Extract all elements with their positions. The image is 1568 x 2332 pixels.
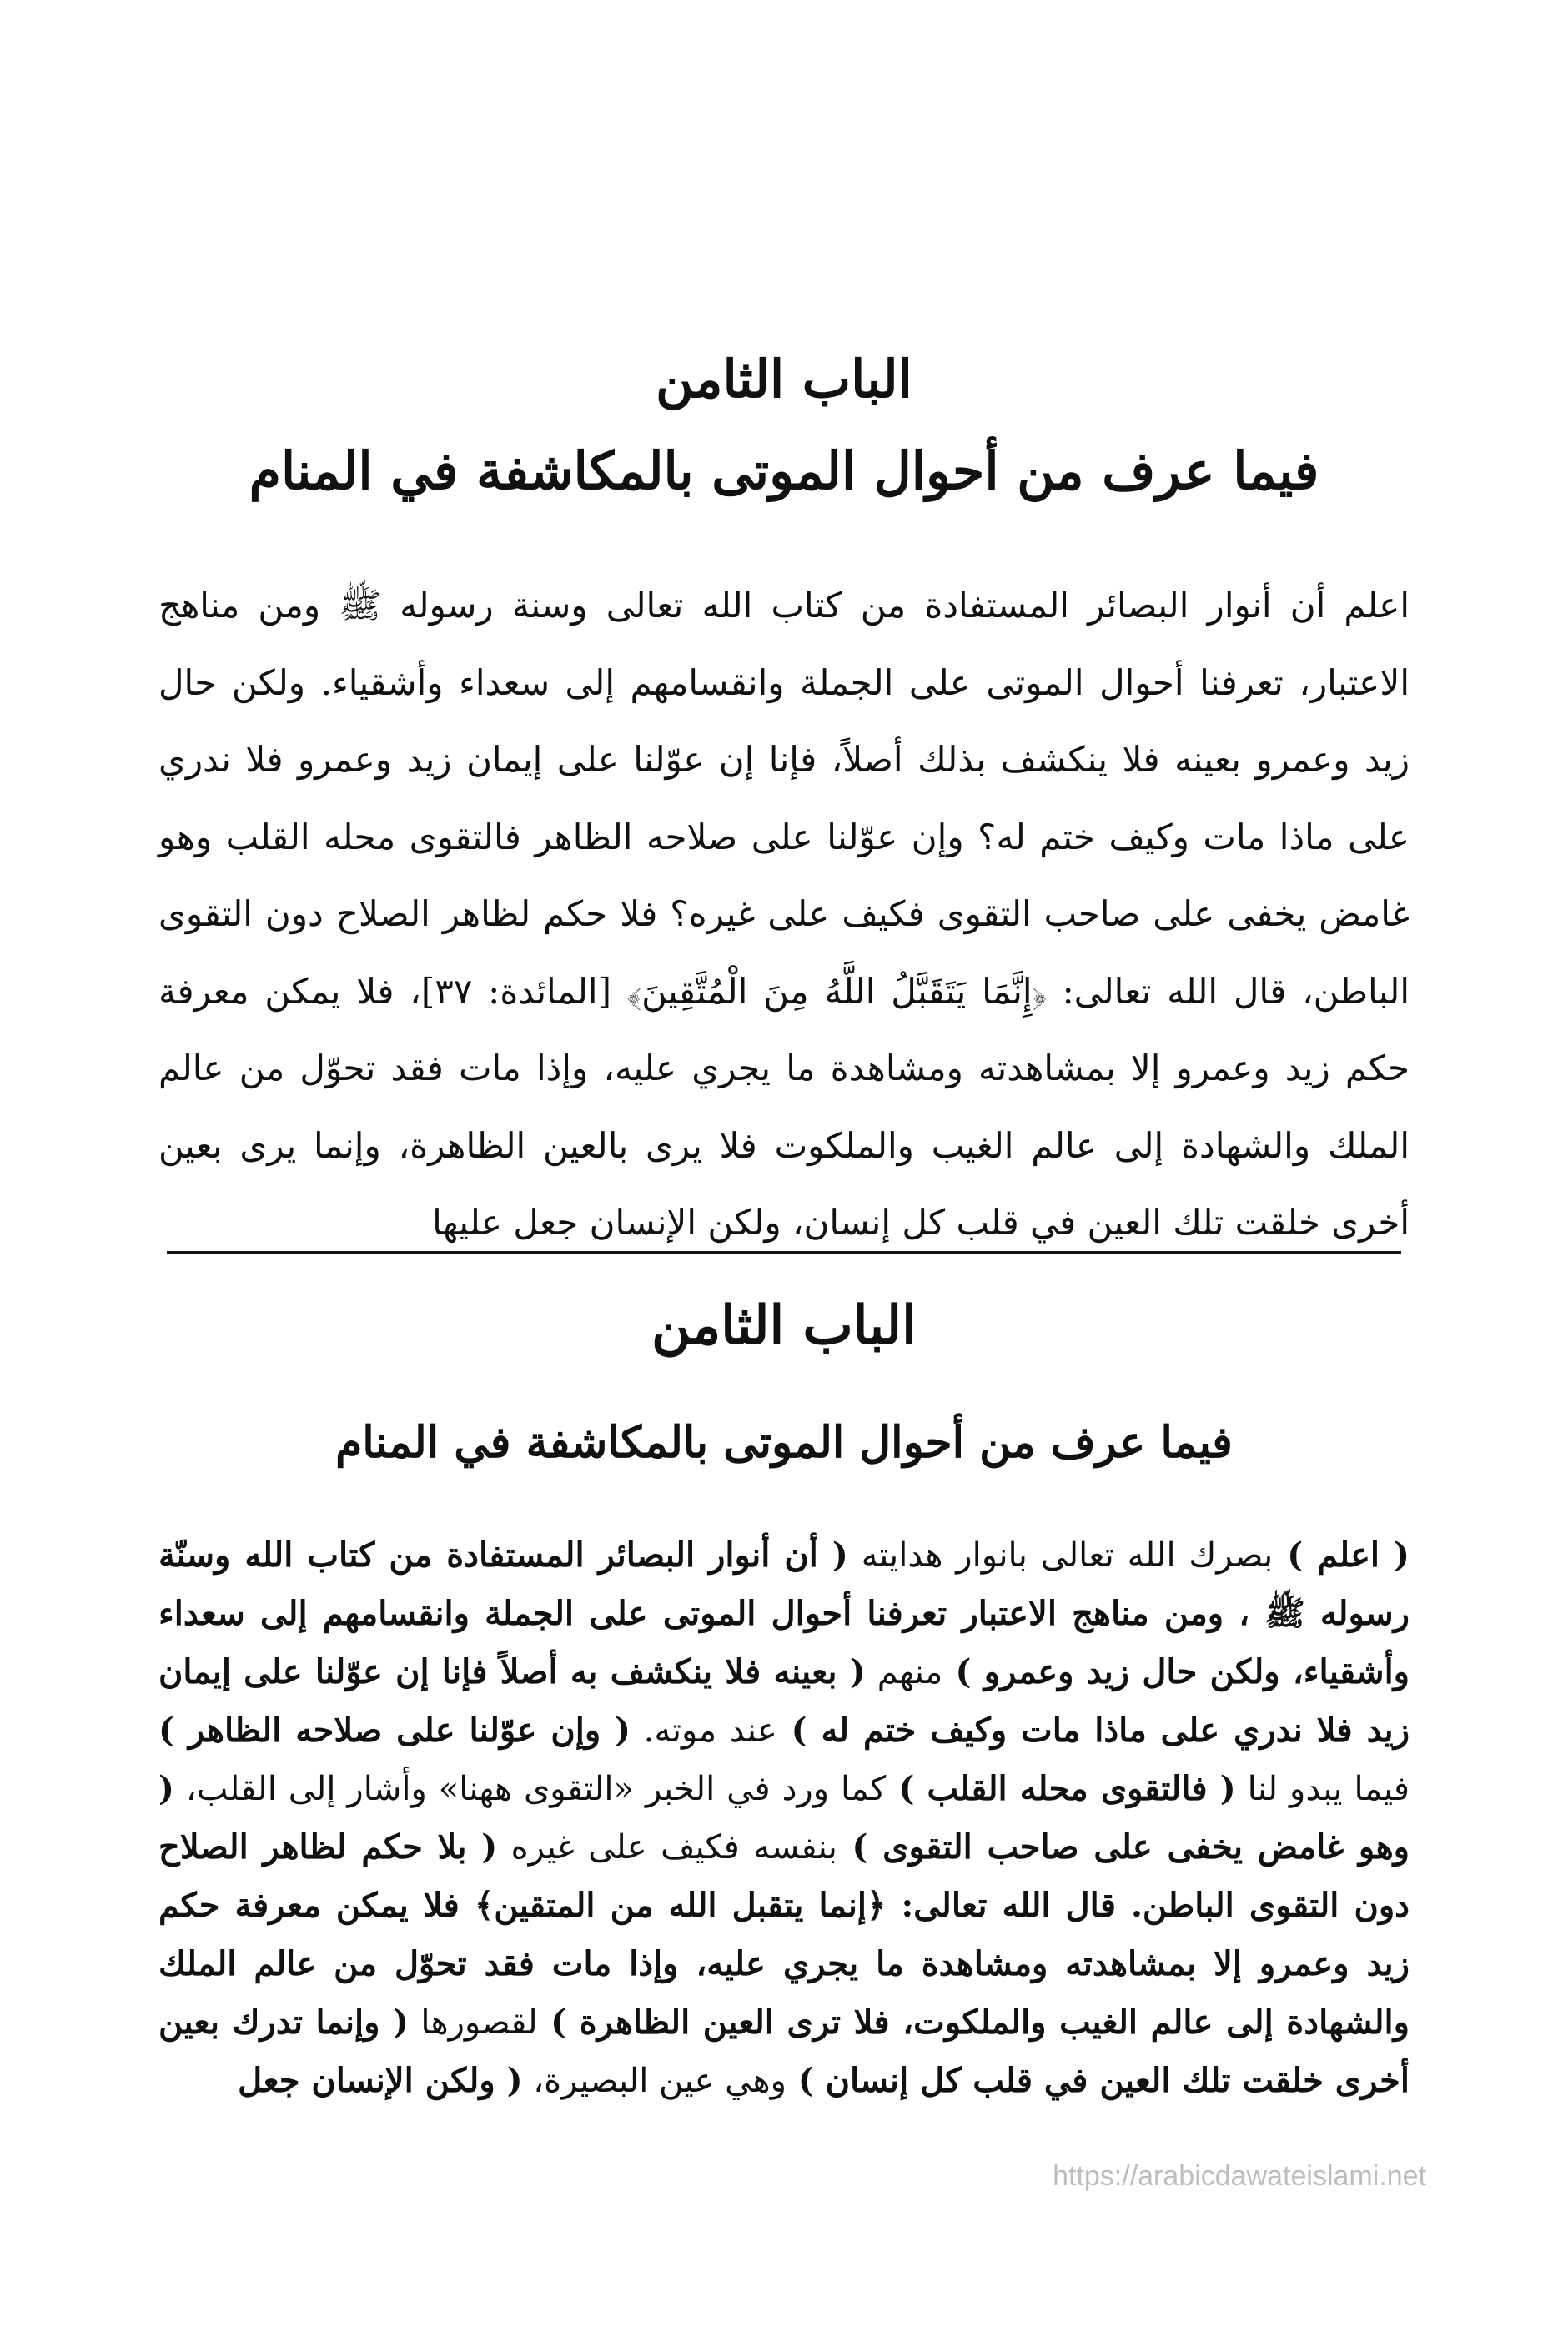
- quoted-matn-run: ( ولكن الإنسان جعل: [238, 2061, 523, 2100]
- chapter-title-top: الباب الثامن: [656, 349, 912, 410]
- chapter-subtitle-bottom: فيما عرف من أحوال الموتى بالمكاشفة في المنام: [335, 1417, 1233, 1468]
- commentary-text: [158, 1526, 1410, 2110]
- quoted-matn-run: ( بعينه فلا ينكشف به أصلاً فإنا إن عوّلنا على إيمان زيد فلا ندري على ماذا مات وكيف ختم له ): [158, 1652, 1410, 1750]
- quoted-matn-run: ( بلا حكم لظاهر الصلاح دون التقوى الباطن. قال الله تعالى: ﴿إنما يتقبل الله من المتقين﴾ فلا يمكن معرفة حكم زيد وعمرو إلا بمشاهدته ومشاهدة ما يجري عليه، وإذا مات فقد تحوّل من عالم الملك والشهادة إلى عالم الغيب والملكوت، فلا ترى العين الظاهرة ): [158, 1827, 1410, 2042]
- commentary-run: عند موته.: [630, 1711, 777, 1750]
- website-watermark: https://arabicdawateislami.net: [1053, 2160, 1426, 2192]
- quoted-matn-run: ( فالتقوى محله القلب ): [886, 1769, 1236, 1808]
- matn-text: [158, 567, 1410, 1262]
- commentary-run: كما ورد في الخبر «التقوى ههنا» وأشار إلى القلب،: [173, 1770, 887, 1808]
- commentary-run: لقصورها: [408, 2003, 538, 2042]
- commentary-run: وهي عين البصيرة،: [522, 2062, 787, 2100]
- quoted-matn-run: ( وهو غامض يخفى على صاحب التقوى ): [158, 1769, 1410, 1867]
- chapter-subtitle-top: فيما عرف من أحوال الموتى بالمكاشفة في المنام: [249, 440, 1319, 501]
- commentary-paragraph: [158, 1526, 1410, 2110]
- commentary-run: بصرك الله تعالى بانوار هدايته: [847, 1536, 1274, 1575]
- quoted-matn-run: ( أن أنوار البصائر المستفادة من كتاب الله وسنّة رسوله ﷺ ، ومن مناهج الاعتبار تعرفنا أحوال الموتى على الجملة وانقسامهم إلى سعداء وأشقياء، ولكن حال زيد وعمرو ): [158, 1535, 1410, 1691]
- commentary-run: بنفسه فكيف على غيره: [497, 1828, 837, 1867]
- quoted-matn-run: ( وإنما تدرك بعين أخرى خلقت تلك العين في قلب كل إنسان ): [158, 2003, 1410, 2100]
- commentary-run: منهم: [865, 1653, 943, 1691]
- quoted-matn-run: ( اعلم ): [1273, 1535, 1410, 1575]
- separator-rule: [167, 1251, 1401, 1254]
- chapter-title-bottom: الباب الثامن: [651, 1294, 917, 1357]
- commentary-run: فيما يبدو لنا: [1235, 1770, 1410, 1808]
- matn-paragraph: اعلم أن أنوار البصائر المستفادة من كتاب الله تعالى وسنة رسوله ﷺ ومن مناهج الاعتبار، تعرفنا أحوال الموتى على الجملة وانقسامهم إلى سعداء وأشقياء. ولكن حال زيد وعمرو بعينه فلا ينكشف بذلك أصلاً، فإنا إن عوّلنا على إيمان زيد وعمرو فلا ندري على ماذا مات وكيف ختم له؟ وإن عوّلنا على صلاحه الظاهر فالتقوى محله القلب وهو غامض يخفى على صاحب التقوى فكيف على غيره؟ فلا حكم لظاهر الصلاح دون التقوى الباطن، قال الله تعالى: ﴿إِنَّمَا يَتَقَبَّلُ اللَّهُ مِنَ الْمُتَّقِينَ﴾ [المائدة: ٣٧]، فلا يمكن معرفة حكم زيد وعمرو إلا بمشاهدته ومشاهدة ما يجري عليه، وإذا مات فقد تحوّل من عالم الملك والشهادة إلى عالم الغيب والملكوت فلا يرى بالعين الظاهرة، وإنما يرى بعين أخرى خلقت تلك العين في قلب كل إنسان، ولكن الإنسان جعل عليها: [158, 585, 1410, 1243]
- quoted-matn-run: ( وإن عوّلنا على صلاحه الظاهر ): [158, 1711, 631, 1750]
